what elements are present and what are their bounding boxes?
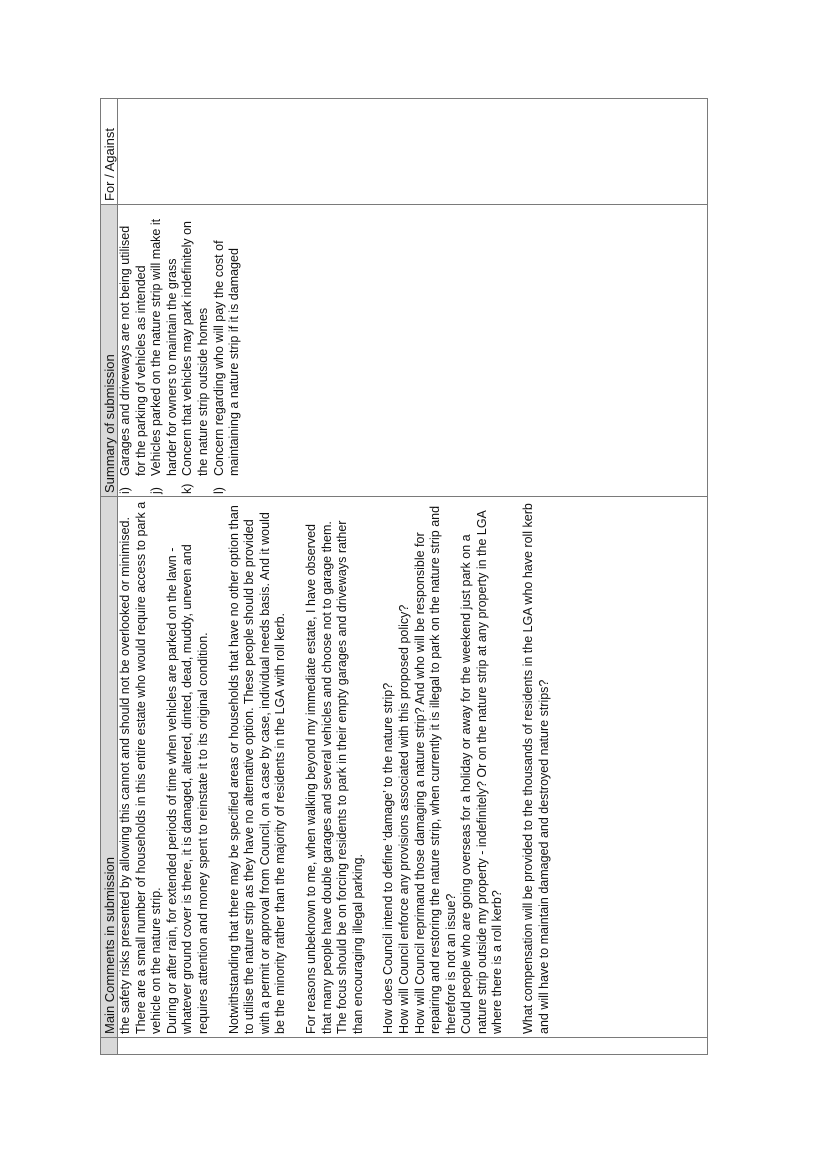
header-comments bbox=[101, 496, 117, 1037]
comment-line: How will Council reprimand those damaging a nature strip? And who will be responsible for repairing and restoring the nature strip, when currently it is illegal to park on the nature strip and therefore is not an issue? bbox=[412, 505, 458, 1034]
body-spacer-cell bbox=[118, 1037, 707, 1054]
comment-line: How will Council enforce any provisions associated with this proposed policy? bbox=[396, 604, 411, 1034]
comment-line: For reasons unbeknown to me, when walking beyond my immediate estate, I have observed that many people have double garages and several vehicles and choose not to garage them. The focus should be on forcing residents to park in their empty garages and driveways rather than encouraging illegal parking. bbox=[303, 520, 365, 1034]
summary-item-number: i) bbox=[118, 487, 132, 494]
comments-text bbox=[118, 497, 552, 1037]
summary-item-text: Concern regarding who will pay the cost of maintaining a nature strip if it is damaged bbox=[211, 240, 242, 476]
table-body-row bbox=[118, 99, 707, 1054]
summary-item-text: Vehicles parked on the nature strip will make it harder for owners to maintain the grass bbox=[149, 218, 179, 476]
summary-item-number: l) bbox=[211, 487, 226, 494]
comment-line: the safety risks presented by allowing this cannot and should not be overlooked or minimised. bbox=[118, 517, 132, 1034]
summary-item bbox=[118, 209, 149, 494]
comment-line: Could people who are going overseas for a holiday or away for the weekend just park on a nature strip outside my property - indefinitely? Or on the nature strip at any property in the LGA where there is a roll kerb? bbox=[459, 510, 505, 1034]
summary-item-text: Concern that vehicles may park indefinitely on the nature strip outside homes bbox=[180, 221, 210, 476]
header-for-against bbox=[101, 99, 117, 204]
summary-item bbox=[180, 209, 211, 494]
summary-item-number: j) bbox=[149, 487, 164, 494]
rotated-page bbox=[100, 98, 708, 1055]
table-header-row bbox=[101, 99, 118, 1054]
summary-item bbox=[149, 209, 180, 494]
header-summary-label: Summary of submission bbox=[102, 354, 117, 493]
for-against-cell bbox=[118, 99, 707, 204]
header-summary bbox=[101, 204, 117, 496]
comment-paragraph bbox=[227, 500, 289, 1034]
summary-item-text: Garages and driveways are not being utilised for the parking of vehicles as intended bbox=[118, 225, 148, 476]
comment-line: There are a small number of households in this entire estate who would require access to park a vehicle on the nature strip. bbox=[133, 501, 164, 1034]
comment-line: Notwithstanding that there may be specified areas or households that have no other option than to utilise the nature strip as they have no alternative option. These people should be provided with a permit or approval from Council, on a case by case, individual needs basis. And it would be the minority rather than the majority of residents in the LGA with roll kerb. bbox=[226, 505, 288, 1034]
summary-item bbox=[212, 209, 243, 494]
summary-list bbox=[118, 205, 243, 496]
comment-paragraph bbox=[521, 500, 552, 1034]
comment-line: During or after rain, for extended periods of time when vehicles are parked on the lawn - whatever ground cover is there, it is damaged, altered, dinted, dead, muddy, uneven and requires attention and money spent to reinstate it to its original condition. bbox=[164, 544, 210, 1034]
summary-cell bbox=[118, 204, 707, 496]
comments-cell bbox=[118, 496, 707, 1037]
comment-line: How does Council intend to define ‘damage’ to the nature strip? bbox=[381, 682, 396, 1034]
comment-paragraph bbox=[304, 500, 366, 1034]
header-comments-label: Main Comments in submission bbox=[102, 856, 117, 1034]
comment-line: What compensation will be provided to the thousands of residents in the LGA who have roll kerb and will have to maintain damaged and destroyed nature strips? bbox=[521, 503, 551, 1034]
submission-table bbox=[100, 98, 708, 1055]
header-spacer-cell bbox=[101, 1037, 117, 1054]
header-for-against-label: For / Against bbox=[102, 128, 117, 201]
summary-item-number: k) bbox=[180, 483, 195, 494]
comment-paragraph bbox=[118, 500, 212, 1034]
comment-paragraph bbox=[381, 500, 506, 1034]
